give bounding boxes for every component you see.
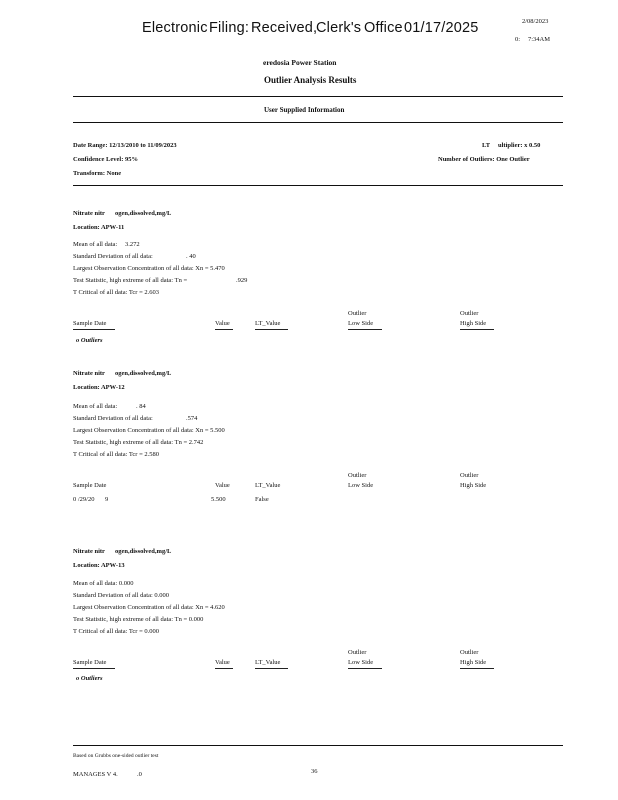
block3-col-low-side: Low Side bbox=[348, 659, 374, 666]
block3-largest: Largest Observation Concentration of all data: Xn = 4.620 bbox=[73, 604, 225, 611]
footer-note: Based on Grubbs one-sided outlier test bbox=[73, 753, 159, 759]
block3-mean: Mean of all data: 0.000 bbox=[73, 580, 134, 587]
station-name: eredosia Power Station bbox=[263, 58, 337, 67]
block2-test-statistic: Test Statistic, high extreme of all data: Tn = 2.742 bbox=[73, 439, 204, 446]
params-divider bbox=[73, 185, 563, 186]
section-title: User Supplied Information bbox=[264, 106, 345, 114]
banner-word-office: Office bbox=[364, 20, 403, 36]
block3-col-lt-value: LT_Value bbox=[255, 659, 281, 666]
block1-underline-high-side bbox=[460, 329, 494, 330]
block2-parameter-a: Nitrate nitr bbox=[73, 370, 105, 377]
block1-location: Location: APW-11 bbox=[73, 224, 125, 231]
block3-t-critical: T Critical of all data: Tcr = 0.000 bbox=[73, 628, 160, 635]
block1-parameter-b: ogen,dissolved,mg/L bbox=[115, 210, 172, 217]
block3-test-statistic: Test Statistic, high extreme of all data: Tn = 0.000 bbox=[73, 616, 204, 623]
block2-col-sample-date: Sample Date bbox=[73, 482, 107, 489]
block3-col-high-side: High Side bbox=[460, 659, 487, 666]
block3-no-outliers: o Outliers bbox=[76, 675, 103, 682]
block2-row-date-b: 9 bbox=[105, 496, 109, 503]
block2-col-value: Value bbox=[215, 482, 230, 489]
report-title: Outlier Analysis Results bbox=[264, 75, 357, 85]
block1-col-sample-date: Sample Date bbox=[73, 320, 107, 327]
block3-col-sample-date: Sample Date bbox=[73, 659, 107, 666]
block1-underline-low-side bbox=[348, 329, 382, 330]
block3-underline-high-side bbox=[460, 668, 494, 669]
block1-sd-value: . 40 bbox=[186, 253, 196, 260]
block1-test-statistic-value: .929 bbox=[236, 277, 248, 284]
block1-mean-value: 3.272 bbox=[125, 241, 140, 248]
block2-row-date-a: 0 /29/20 bbox=[73, 496, 95, 503]
block2-sd-value: .574 bbox=[186, 415, 198, 422]
block1-col-value: Value bbox=[215, 320, 230, 327]
block2-col-outlier-low: Outlier bbox=[348, 472, 367, 479]
block1-parameter-a: Nitrate nitr bbox=[73, 210, 105, 217]
block1-col-high-side: High Side bbox=[460, 320, 487, 327]
block2-mean-label: Mean of all data: bbox=[73, 403, 118, 410]
footer-divider bbox=[73, 745, 563, 746]
block3-underline-low-side bbox=[348, 668, 382, 669]
block2-location: Location: APW-12 bbox=[73, 384, 125, 391]
banner-word-filing: Filing: bbox=[209, 20, 250, 36]
number-of-outliers: Number of Outliers: One Outlier bbox=[438, 156, 530, 163]
block2-col-high-side: High Side bbox=[460, 482, 487, 489]
block1-underline-sample-date bbox=[73, 329, 115, 330]
block3-parameter-b: ogen,dissolved,mg/L bbox=[115, 548, 172, 555]
block1-largest: Largest Observation Concentration of all data: Xn = 5.470 bbox=[73, 265, 225, 272]
block2-mean-value: . 84 bbox=[136, 403, 146, 410]
banner-word-received: Received, bbox=[251, 20, 318, 36]
block3-location: Location: APW-13 bbox=[73, 562, 125, 569]
block2-row-value: 5.500 bbox=[211, 496, 226, 503]
transform: Transform: None bbox=[73, 170, 122, 177]
block2-row-lt-value: False bbox=[255, 496, 269, 503]
block3-underline-sample-date bbox=[73, 668, 115, 669]
stamp-time-prefix: 0: bbox=[515, 36, 521, 43]
footer-app-version-b: .0 bbox=[137, 771, 142, 778]
block1-t-critical: T Critical of all data: Tcr = 2.603 bbox=[73, 289, 160, 296]
block1-col-low-side: Low Side bbox=[348, 320, 374, 327]
block3-underline-lt-value bbox=[255, 668, 288, 669]
lt-multiplier: ultiplier: x 0.50 bbox=[498, 142, 541, 149]
block1-underline-lt-value bbox=[255, 329, 288, 330]
block3-col-outlier-high: Outlier bbox=[460, 649, 479, 656]
block1-sd-label: Standard Deviation of all data: bbox=[73, 253, 153, 260]
block2-col-lt-value: LT_Value bbox=[255, 482, 281, 489]
block3-parameter-a: Nitrate nitr bbox=[73, 548, 105, 555]
lt-label: LT bbox=[482, 142, 491, 149]
block3-col-value: Value bbox=[215, 659, 230, 666]
block2-largest: Largest Observation Concentration of all data: Xn = 5.500 bbox=[73, 427, 225, 434]
banner-word-clerks: Clerk's bbox=[316, 20, 362, 36]
block1-test-statistic-label: Test Statistic, high extreme of all data: Tn = bbox=[73, 277, 188, 284]
block1-col-outlier-high: Outlier bbox=[460, 310, 479, 317]
block1-underline-value bbox=[215, 329, 233, 330]
block2-col-low-side: Low Side bbox=[348, 482, 374, 489]
block1-col-lt-value: LT_Value bbox=[255, 320, 281, 327]
block3-col-outlier-low: Outlier bbox=[348, 649, 367, 656]
block3-sd: Standard Deviation of all data: 0.000 bbox=[73, 592, 170, 599]
block1-mean-label: Mean of all data: bbox=[73, 241, 118, 248]
banner-filing-date: 01/17/2025 bbox=[404, 20, 479, 36]
stamp-date: 2/08/2023 bbox=[522, 18, 549, 25]
block2-parameter-b: ogen,dissolved,mg/L bbox=[115, 370, 172, 377]
header-divider bbox=[73, 96, 563, 97]
block2-col-outlier-high: Outlier bbox=[460, 472, 479, 479]
block2-t-critical: T Critical of all data: Tcr = 2.580 bbox=[73, 451, 160, 458]
confidence-level: Confidence Level: 95% bbox=[73, 156, 138, 163]
block3-underline-value bbox=[215, 668, 233, 669]
stamp-time: 7:34AM bbox=[528, 36, 551, 43]
page-number: 36 bbox=[311, 768, 318, 775]
block1-col-outlier-low: Outlier bbox=[348, 310, 367, 317]
block1-no-outliers: o Outliers bbox=[76, 337, 103, 344]
banner-word-electronic: Electronic bbox=[142, 20, 208, 36]
footer-app-version-a: MANAGES V 4. bbox=[73, 771, 118, 778]
date-range: Date Range: 12/13/2010 to 11/09/2023 bbox=[73, 142, 177, 149]
section-divider bbox=[73, 122, 563, 123]
block2-sd-label: Standard Deviation of all data: bbox=[73, 415, 153, 422]
